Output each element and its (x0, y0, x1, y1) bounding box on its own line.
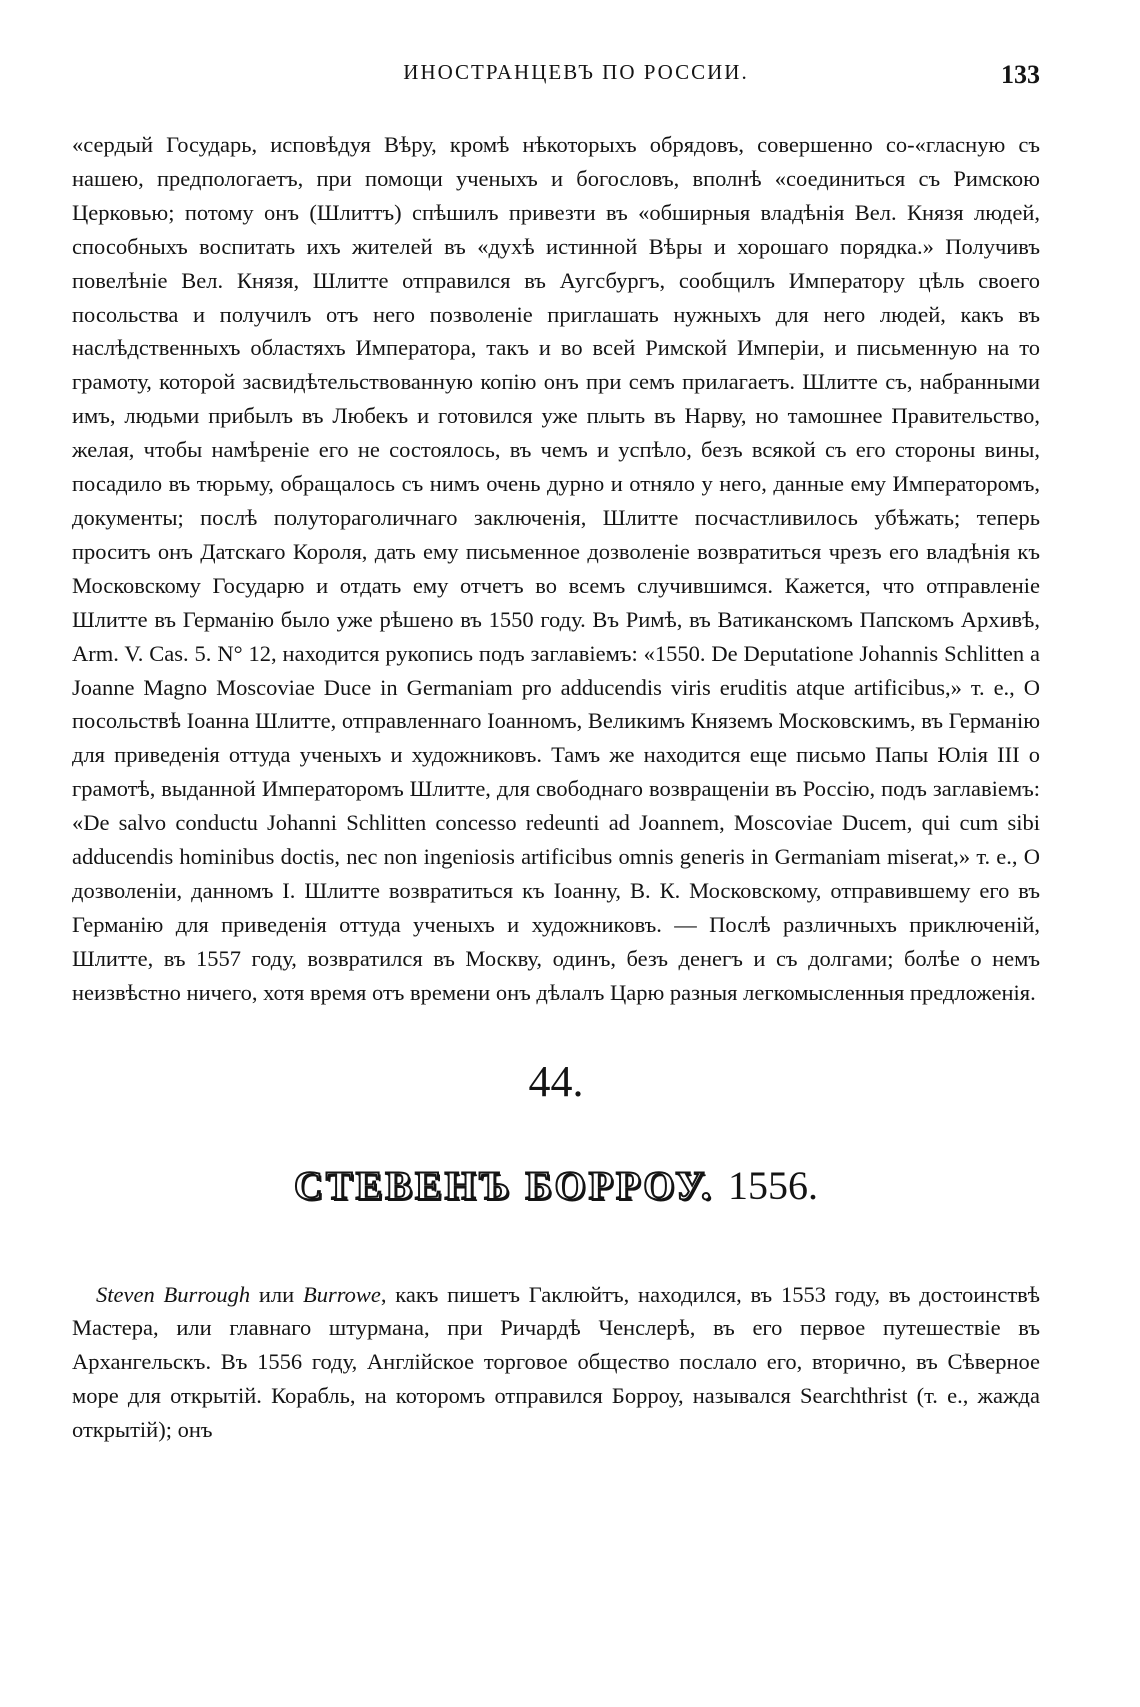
paragraph-schlitte: «сердый Государь, исповѣдуя Вѣру, кромѣ нѣкоторыхъ обрядовъ, совершенно со-«гласную съ нашею, предпологаетъ, при помощи ученыхъ и богословъ, вполнѣ «соединиться съ Римскою Церковью; потому онъ (Шлиттъ) спѣшилъ привезти въ «обширныя владѣнія Вел. Князя людей, способныхъ воспитать ихъ жителей въ «духѣ истинной Вѣры и хорошаго порядка.» Получивъ повелѣніе Вел. Князя, Шлитте отправился въ Аугсбургъ, сообщилъ Императору цѣль своего посольства и получилъ отъ него позволеніе приглашать нужныхъ для него людей, какъ въ наслѣдственныхъ областяхъ Императора, такъ и во всей Римской Имперіи, и письменную на то грамоту, которой засвидѣтельствованную копію онъ при семъ прилагаетъ. Шлитте съ, набранными имъ, людьми прибылъ въ Любекъ и готовился уже плыть въ Нарву, но тамошнее Правительство, желая, чтобы намѣреніе его не состоялось, въ чемъ и успѣло, безъ всякой съ его стороны вины, посадило въ тюрьму, обращалось съ нимъ очень дурно и отняло у него, данные ему Императоромъ, документы; послѣ полутораголичнаго заключенія, Шлитте посчастливилось убѣжать; теперь проситъ онъ Датскаго Короля, дать ему письменное дозволеніе возвратиться чрезъ его владѣнія къ Московскому Государю и отдать ему отчетъ во всемъ случившимся. Кажется, что отправленіе Шлитте въ Германію было уже рѣшено въ 1550 году. Въ Римѣ, въ Ватиканскомъ Папскомъ Архивѣ, Arm. V. Cas. 5. N° 12, находится рукопись подъ заглавіемъ: «1550. De Deputatione Johannis Schlitten a Joanne Magno Moscoviae Duce in Germaniam pro adducendis viris eruditis atque artificibus,» т. е., О посольствѣ Іоанна Шлитте, отправленнаго Іоанномъ, Великимъ Княземъ Московскимъ, въ Германію для приведенія оттуда ученыхъ и художниковъ. Тамъ же находится еще письмо Папы Юлія III о грамотѣ, выданной Императоромъ Шлитте, для свободнаго возвращеніи въ Россію, подъ заглавіемъ: «De salvo conductu Johanni Schlitten concesso redeunti ad Joannem, Moscoviae Ducem, qui cum sibi adducendis hominibus doctis, nec non ingeniosis artificibus omnis generis in Germaniam miserat,» т. е., О дозволеніи, данномъ І. Шлитте возвратиться къ Іоанну, В. К. Московскому, отправившему его въ Германію для приведенія оттуда ученыхъ и художниковъ. — Послѣ различныхъ приключеній, Шлитте, въ 1557 году, возвратился въ Москву, одинъ, безъ денегъ и съ долгами; болѣе о немъ неизвѣстно ничего, хотя время отъ времени онъ дѣлалъ Царю разныя легкомысленныя предложенія. (72, 132, 1040, 1005)
paragraph-burrough (72, 1278, 1040, 1448)
section-heading-name: СТЕВЕНЪ БОРРОУ. (294, 1162, 714, 1208)
paragraph-burrough-text: , какъ пишетъ Гаклюйтъ, находился, въ 1553 году, въ достоинствѣ Мастера, или главнаго штурмана, при Ричардѣ Ченслерѣ, въ его первое путешествіе въ Архангельскъ. Въ 1556 году, Англійское торговое общество послало его, вторично, въ Сѣверное море для открытій. Корабль, на которомъ отправился Борроу, назывался Searchthrist (т. е., жажда открытій); онъ (72, 1281, 1040, 1443)
section-heading-year: 1556. (727, 1162, 818, 1208)
name-english-2: Burrowe (302, 1281, 381, 1307)
running-head (72, 60, 1040, 108)
section-heading (72, 1162, 1040, 1232)
join-word: или (250, 1281, 303, 1307)
running-title: ИНОСТРАНЦЕВЪ ПО РОССИИ. (403, 60, 749, 84)
document-number: 44. (528, 1056, 584, 1106)
page-number: 133 (1001, 60, 1040, 89)
name-english-1: Steven Burrough (96, 1281, 251, 1307)
